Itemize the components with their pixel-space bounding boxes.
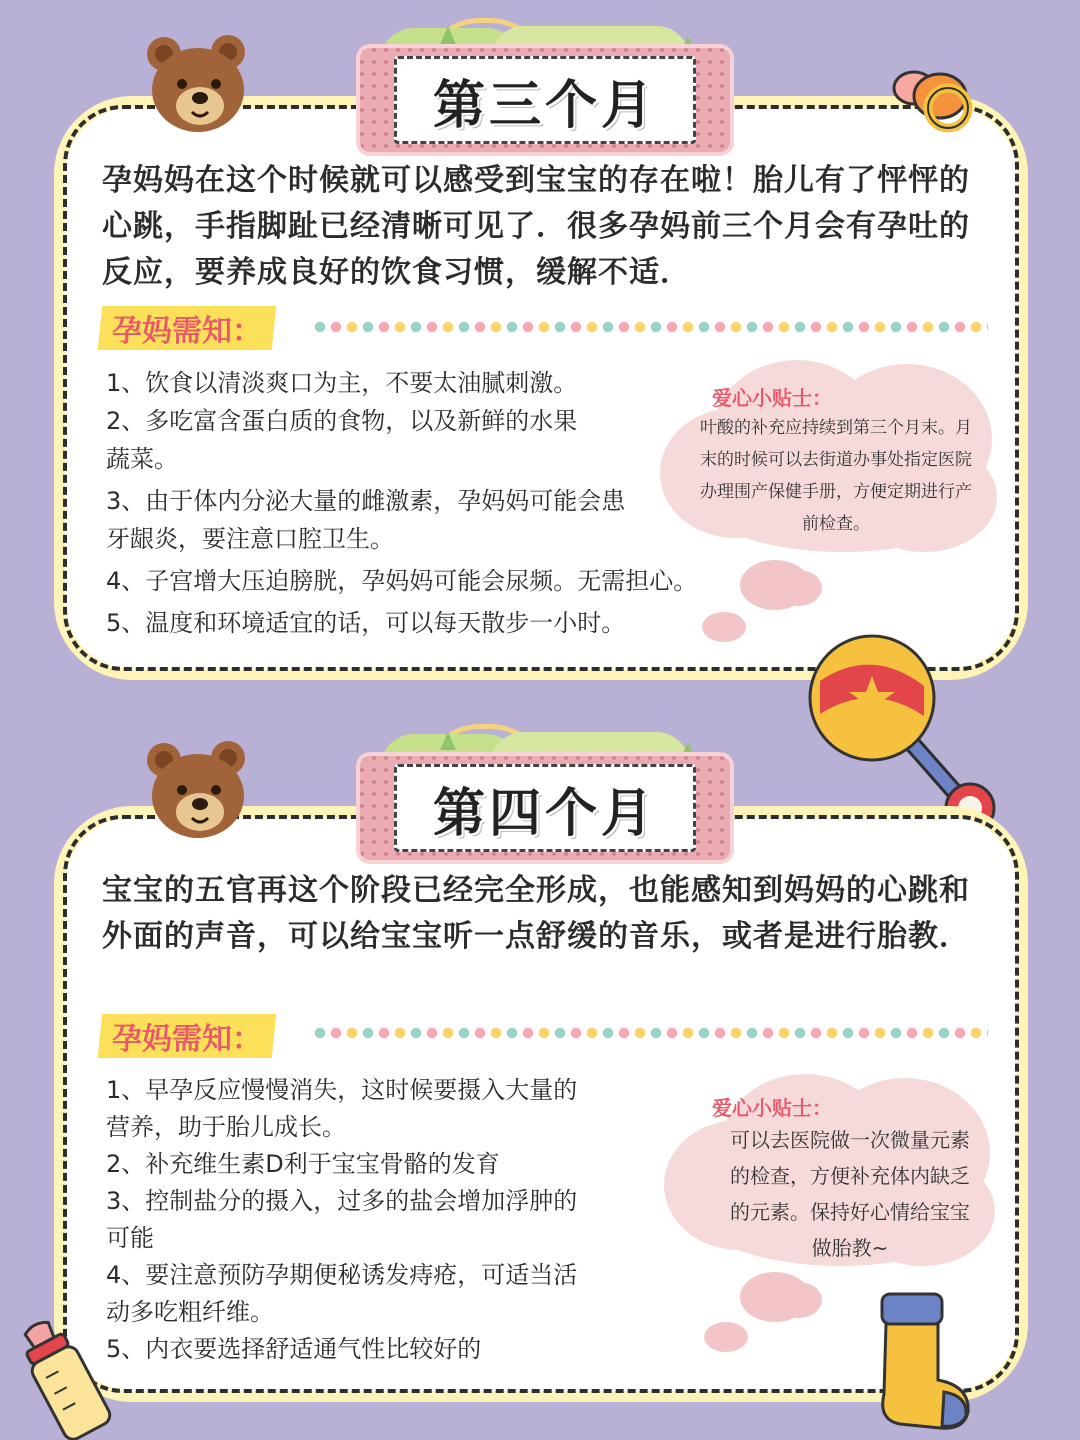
small-cloud — [704, 1322, 748, 1352]
list-item: 2、补充维生素D利于宝宝骨骼的发育 — [106, 1150, 500, 1178]
list-item: 蔬菜。 — [106, 445, 178, 473]
month-four-intro: 宝宝的五官再这个阶段已经完全形成，也能感知到妈妈的心跳和外面的声音，可以给宝宝听一点舒缓的音乐，或者是进行胎教． — [102, 873, 970, 954]
list-item: 牙龈炎，要注意口腔卫生。 — [106, 525, 394, 553]
list-item: 营养，助于胎儿成长。 — [106, 1113, 346, 1141]
pacifier-icon — [888, 58, 984, 142]
small-cloud — [702, 612, 746, 642]
list-item: 4、要注意预防孕期便秘诱发痔疮，可适当活 — [106, 1261, 578, 1289]
month-three-need-label: 孕妈需知： — [98, 306, 277, 350]
banner-inner — [394, 56, 696, 144]
list-item: 2、多吃富含蛋白质的食物，以及新鲜的水果 — [106, 407, 578, 435]
list-item: 3、由于体内分泌大量的雌激素，孕妈妈可能会患 — [106, 487, 626, 515]
baby-bottle-icon — [8, 1316, 118, 1440]
month-four-list — [106, 1072, 577, 1368]
dotted-divider — [312, 1026, 988, 1040]
month-four-need-label: 孕妈需知： — [98, 1014, 277, 1058]
baby-sock-icon — [860, 1290, 980, 1436]
list-item: 可能 — [106, 1224, 154, 1252]
list-item: 3、控制盐分的摄入，过多的盐会增加浮肿的 — [106, 1187, 578, 1215]
bear-icon — [142, 738, 252, 842]
dotted-divider — [312, 320, 988, 334]
banner-inner — [394, 764, 696, 852]
small-cloud — [776, 1282, 822, 1318]
list-item: 动多吃粗纤维。 — [106, 1298, 274, 1326]
tip-title: 爱心小贴士： — [712, 1096, 832, 1120]
month-three-intro: 孕妈妈在这个时候就可以感受到宝宝的存在啦！胎儿有了怦怦的心跳，手指脚趾已经清晰可见了．很多孕妈前三个月会有孕吐的反应，要养成良好的饮食习惯，缓解不适． — [102, 163, 970, 290]
month-four-banner — [356, 752, 734, 864]
tip-body: 叶酸的补充应持续到第三个月末。月 末的时候可以去街道办事处指定医院 办理围产保健手册，方便定期进行产 前检查。 — [700, 418, 972, 534]
month-four-title: 第四个月 — [432, 783, 657, 844]
list-item: 4、子宫增大压迫膀胱，孕妈妈可能会尿频。无需担心。 — [106, 567, 698, 595]
list-item: 5、温度和环境适宜的话，可以每天散步一小时。 — [106, 609, 626, 637]
list-item: 1、早孕反应慢慢消失，这时候要摄入大量的 — [106, 1076, 578, 1104]
tip-title: 爱心小贴士： — [712, 386, 832, 410]
small-cloud — [776, 570, 822, 606]
month-three-title: 第三个月 — [432, 75, 657, 136]
list-item: 1、饮食以清淡爽口为主，不要太油腻刺激。 — [106, 369, 578, 397]
list-item: 5、内衣要选择舒适通气性比较好的 — [106, 1335, 482, 1363]
tip-body: 可以去医院做一次微量元素 的检查，方便补充体内缺乏 的元素。保持好心情给宝宝 做胎教~ — [730, 1128, 970, 1260]
month-three-list — [106, 364, 697, 642]
month-three-banner — [356, 44, 734, 156]
bear-icon — [142, 32, 252, 136]
